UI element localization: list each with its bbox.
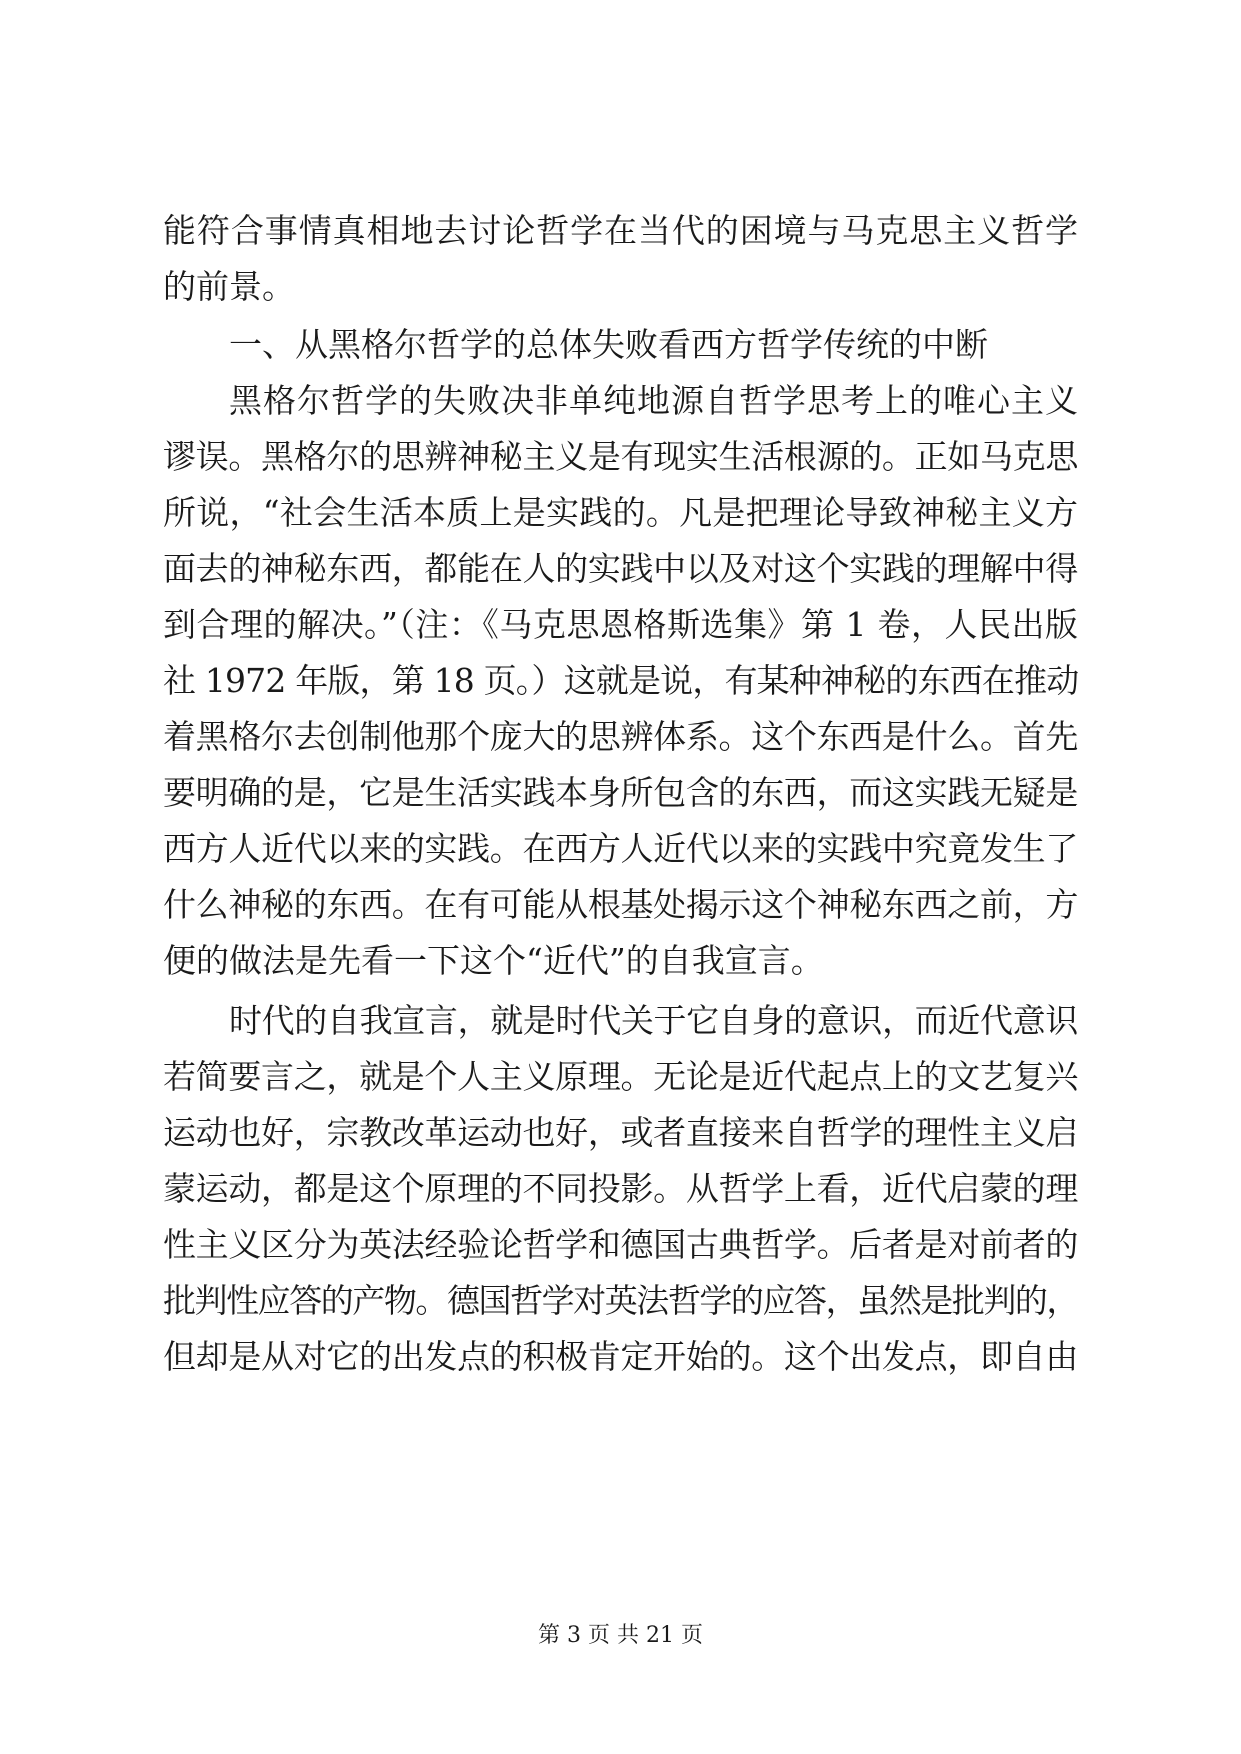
paragraph-line: 但却是从对它的出发点的积极肯定开始的。这个出发点，即自由 — [163, 1337, 1079, 1376]
paragraph-line: 社 1972 年版，第 18 页。）这就是说，有某种神秘的东西在推动 — [163, 661, 1079, 700]
paragraph-line: 黑格尔哲学的失败决非单纯地源自哲学思考上的唯心主义 — [229, 381, 1078, 420]
paragraph-line: 便的做法是先看一下这个“近代”的自我宣言。 — [163, 941, 824, 980]
paragraph-line: 所说，“社会生活本质上是实践的。凡是把理论导致神秘主义方 — [163, 493, 1078, 532]
page-footer: 第 3 页 共 21 页 — [538, 1623, 703, 1648]
paragraph-line: 到合理的解决。”（注：《马克思恩格斯选集》第 1 卷，人民出版 — [163, 605, 1078, 644]
paragraph-line: 性主义区分为英法经验论哲学和德国古典哲学。后者是对前者的 — [163, 1225, 1079, 1264]
paragraph-line: 什么神秘的东西。在有可能从根基处揭示这个神秘东西之前，方 — [163, 885, 1079, 924]
paragraph-line: 谬误。黑格尔的思辨神秘主义是有现实生活根源的。正如马克思 — [163, 437, 1079, 476]
paragraph-line: 着黑格尔去创制他那个庞大的思辨体系。这个东西是什么。首先 — [163, 717, 1079, 756]
paragraph-line: 蒙运动，都是这个原理的不同投影。从哲学上看，近代启蒙的理 — [163, 1169, 1079, 1208]
paragraph-line: 的前景。 — [163, 267, 295, 306]
section-heading: 一、从黑格尔哲学的总体失败看西方哲学传统的中断 — [229, 325, 988, 364]
paragraph-line: 时代的自我宣言，就是时代关于它自身的意识，而近代意识 — [229, 1001, 1079, 1040]
paragraph-line: 要明确的是，它是生活实践本身所包含的东西，而这实践无疑是 — [163, 773, 1079, 812]
paragraph-line: 若简要言之，就是个人主义原理。无论是近代起点上的文艺复兴 — [163, 1057, 1079, 1096]
paragraph-line: 批判性应答的产物。德国哲学对英法哲学的应答，虽然是批判的， — [163, 1281, 1079, 1320]
paragraph-line: 面去的神秘东西，都能在人的实践中以及对这个实践的理解中得 — [163, 549, 1079, 588]
paragraph-line: 能符合事情真相地去讨论哲学在当代的困境与马克思主义哲学 — [163, 211, 1078, 250]
paragraph-line: 西方人近代以来的实践。在西方人近代以来的实践中究竟发生了 — [163, 829, 1079, 868]
paragraph-line: 运动也好，宗教改革运动也好，或者直接来自哲学的理性主义启 — [163, 1113, 1079, 1152]
